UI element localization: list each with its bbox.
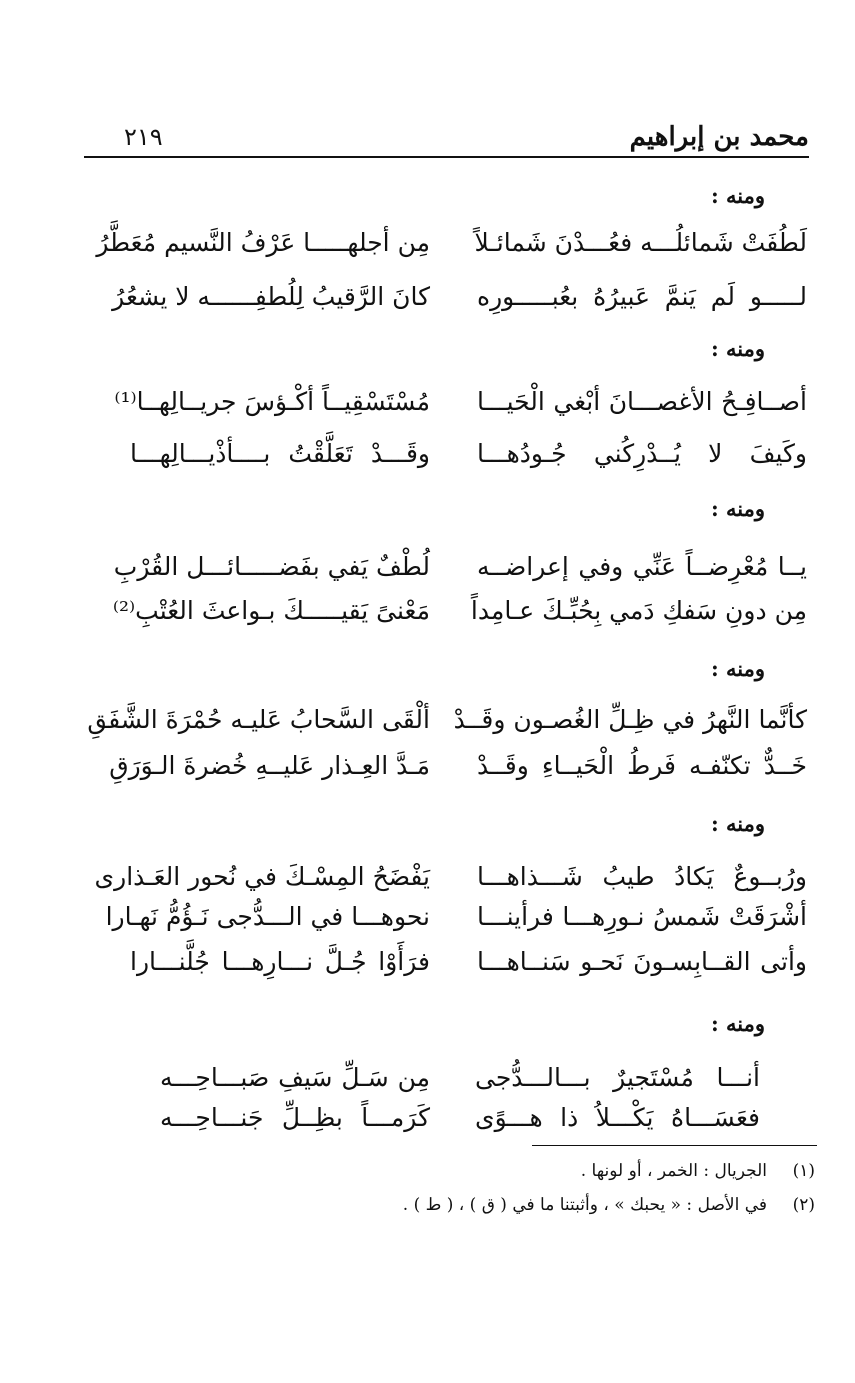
verse-first-hemistich: وكَيفَ لا يُــدْرِكُني جُـودُهـــا — [477, 439, 807, 468]
footnote — [95, 1158, 815, 1184]
verse-first-hemistich: لَطُفَتْ شَمائلُـــه فعُـــدْنَ شَمائـلاً — [474, 228, 807, 257]
footnote-text: في الأصل : « يحبك » ، وأثبتنا ما في ( ق ) ، ( ط ) . — [402, 1195, 767, 1215]
verse-second-hemistich: يَفْضَحُ المِسْـكَ في نُحور العَـذارى — [94, 862, 430, 891]
footnote-number: (٢) — [792, 1195, 815, 1215]
verse-second-hemistich: مَـدَّ العِـذار عَليــهِ خُضرةَ الـوَرَقِ — [109, 751, 430, 780]
running-head: محمد بن إبراهيم — [629, 122, 809, 152]
poem-label: ومنه : — [710, 183, 765, 208]
verse-first-hemistich: كأنَّما النَّهرُ في ظِـلِّ الغُصـون وقَــدْ — [453, 705, 807, 734]
poem-label: ومنه : — [710, 656, 765, 681]
page-header — [84, 118, 809, 158]
verse-second-hemistich: مُسْتَسْقِيــاً أكْـؤسَ جريــالِهــا⁽¹⁾ — [114, 387, 430, 416]
page-number: ٢١٩ — [124, 123, 163, 151]
verse-second-hemistich: مِن سَـلِّ سَيفِ صَبـــاحِـــه — [160, 1063, 430, 1092]
verse-first-hemistich: أنـــا مُسْتَجيرٌ بـــالـــدُّجى — [475, 1063, 760, 1092]
verse-second-hemistich: نحوهـــا في الـــدُّجى نَـؤُمُّ نَهـارا — [105, 902, 430, 931]
verse-first-hemistich: وأتى القــابِسـونَ نَحـو سَنــاهـــا — [477, 947, 807, 976]
poem-label: ومنه : — [710, 1011, 765, 1036]
verse-second-hemistich: كانَ الرَّقيبُ لِلُطفِــــــه لا يشعُرُ — [112, 282, 430, 311]
verse-first-hemistich: ورُبــوعٌ يَكادُ طيبُ شَـــذاهـــا — [477, 862, 807, 891]
verse-first-hemistich: لـــــو لَم يَنمَّ عَبيرُهُ بعُبـــــورِه — [477, 282, 807, 311]
verse-second-hemistich: مِن أجلهـــــا عَرْفُ النَّسيم مُعَطَّرُ — [96, 228, 430, 257]
poem-label: ومنه : — [710, 496, 765, 521]
verse-first-hemistich: أشْرَقَتْ شَمسُ نـورِهـــا فرأينـــا — [477, 902, 807, 931]
footnote-divider — [532, 1145, 817, 1146]
verse-first-hemistich: خَــدٌّ تكنّفـه فَرطُ الْحَيــاءِ وقَــدْ — [477, 751, 807, 780]
verse-second-hemistich: وقَـــدْ تَعَلَّقْتُ بــــأذْيـــالِهـــا — [130, 439, 430, 468]
verse-second-hemistich: لُطْفٌ يَفي بفَضـــــائـــل القُرْبِ — [113, 552, 430, 581]
verse-first-hemistich: أصــافِـحُ الأغصـــانَ أبْغي الْحَيـــا — [477, 387, 807, 416]
verse-first-hemistich: مِن دونِ سَفكِ دَمي بِحُبِّـكَ عـامِداً — [470, 596, 807, 625]
poem-label: ومنه : — [710, 336, 765, 361]
footnote-text: الجريال : الخمر ، أو لونها . — [580, 1161, 767, 1181]
verse-second-hemistich: مَعْنىً يَقيـــــكَ بـواعثَ العُتْبِ⁽²⁾ — [112, 596, 430, 625]
verse-first-hemistich: فعَسَـــاهُ يَكْـــلاُ ذا هـــوًى — [475, 1103, 760, 1132]
footnote — [95, 1192, 815, 1218]
footnote-number: (١) — [792, 1161, 815, 1181]
verse-second-hemistich: كَرَمـــاً بظِــلِّ جَنـــاحِـــه — [160, 1103, 430, 1132]
verse-second-hemistich: ألْقَى السَّحابُ عَليـه حُمْرَةَ الشَّفَقِ — [87, 705, 430, 734]
poem-label: ومنه : — [710, 811, 765, 836]
verse-second-hemistich: فرَأَوْا جُـلَّ نـــارِهـــا جُلَّنـــارا — [130, 947, 430, 976]
verse-first-hemistich: يــا مُعْرِضــاً عَنِّي وفي إعراضــه — [477, 552, 807, 581]
